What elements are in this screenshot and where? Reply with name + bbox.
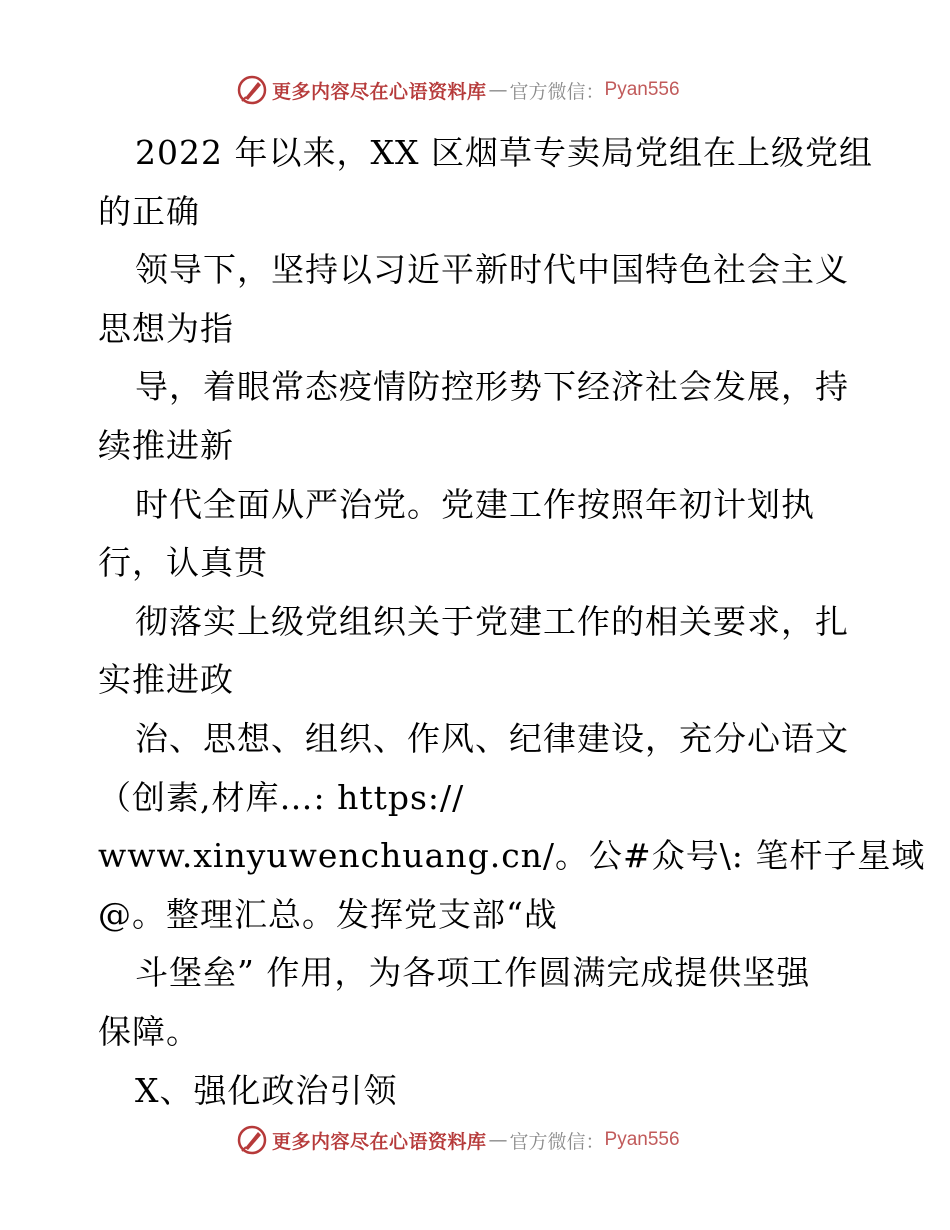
- quill-logo-icon: [236, 74, 268, 106]
- body-line: 的正确: [98, 191, 200, 231]
- body-line: 时代全面从严治党。党建工作按照年初计划执: [135, 484, 815, 524]
- body-line: （创素,材库…: https://: [98, 777, 465, 817]
- body-line: www.xinyuwenchuang.cn/。公#众号\: 笔杆子星域: [98, 836, 926, 876]
- watermark-sub-text: 官方微信：: [509, 1130, 605, 1153]
- body-line: 保障。: [98, 1011, 200, 1051]
- watermark-main-text: 更多内容尽在心语资料库: [272, 1130, 487, 1153]
- body-line: 2022 年以来，XX 区烟草专卖局党组在上级党组: [135, 133, 873, 172]
- body-line: 斗堡垒” 作用，为各项工作圆满完成提供坚强: [135, 953, 811, 993]
- watermark-wechat-id: Pyan556: [604, 79, 680, 100]
- watermark-main-text: 更多内容尽在心语资料库: [272, 80, 487, 103]
- body-line: 行，认真贯: [98, 543, 268, 583]
- watermark-dash: —: [488, 1129, 508, 1151]
- watermark-sub-text: 官方微信：: [509, 80, 605, 103]
- body-line: 彻落实上级党组织关于党建工作的相关要求，扎: [135, 601, 849, 641]
- body-line: 治、思想、组织、作风、纪律建设，充分心语文: [135, 718, 849, 758]
- document-body: [98, 124, 926, 1120]
- watermark-wechat-id: Pyan556: [604, 1129, 680, 1150]
- footer-watermark: [236, 1122, 680, 1158]
- body-line: 导，着眼常态疫情防控形势下经济社会发展，持: [135, 367, 849, 407]
- quill-logo-icon: [236, 1124, 268, 1156]
- body-line: @。整理汇总。发挥党支部“战: [98, 894, 558, 934]
- body-line: 思想为指: [98, 308, 234, 348]
- header-watermark: [236, 72, 680, 108]
- body-line: 领导下，坚持以习近平新时代中国特色社会主义: [135, 250, 849, 290]
- body-line: 续推进新: [98, 425, 234, 465]
- section-heading: X、强化政治引领: [135, 1070, 398, 1110]
- body-line: 实推进政: [98, 660, 234, 700]
- watermark-dash: —: [488, 79, 508, 101]
